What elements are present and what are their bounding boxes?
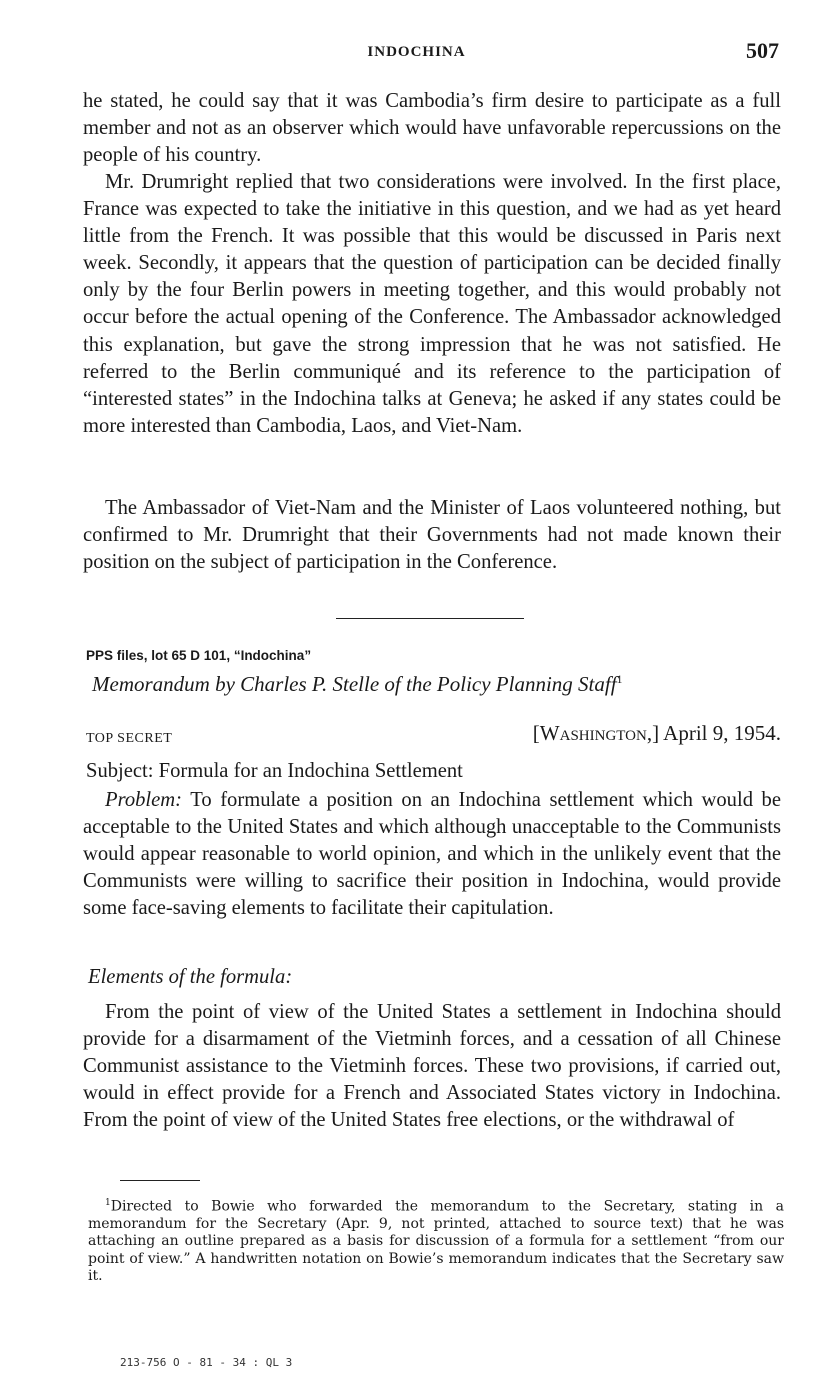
title-footnote-ref: 1 [616,672,623,686]
place-and-date [533,721,781,746]
printer-code: 213-756 O - 81 - 34 : QL 3 [120,1356,293,1369]
document-place: [Washington,] [532,721,660,745]
problem-label: Problem: [105,789,183,811]
classification-marking: TOP SECRET [86,731,173,746]
problem-paragraph [83,787,781,922]
footnote-text: Directed to Bowie who forwarded the memorandum to the Secretary, stating in a memorandum for the Secretary (Apr. 9, not printed, attached to source text) that he was attaching an outline prepared as a basis for discussion of a formula for a settlement “from our point of view.” A handwritten notation on Bowie’s memorandum indicates that the Secretary saw it. [88,1198,784,1284]
document-title [92,672,623,697]
footnote-divider [120,1180,200,1181]
footnote [88,1195,784,1285]
section-divider [336,618,524,619]
elements-heading: Elements of the formula: [88,966,293,988]
document-subject: Subject: Formula for an Indochina Settlement [86,760,463,782]
footnote-number: 1 [105,1198,111,1208]
document-date: April 9, 1954. [663,721,781,745]
paragraph-ambassador-vietnam: The Ambassador of Viet-Nam and the Minister of Laos volunteered nothing, but confirmed to Mr. Drumright that their Governments had not made known their position on the subject of participation in the Conference. [83,497,781,574]
document-title-text: Memorandum by Charles P. Stelle of the Policy Planning Staff [92,672,617,696]
paragraph-continued: he stated, he could say that it was Cambodia’s firm desire to participate as a full member and not as an observer which would have unfavorable repercussions on the people of his country. [83,90,781,167]
elements-paragraph: From the point of view of the United States a settlement in Indochina should provide for a disarmament of the Vietminh forces, and a cessation of all Chinese Communist assistance to the Vietminh forces. These two provisions, if carried out, would in effect provide for a French and Associated States victory in Indochina. From the point of view of the United States free elections, or the withdrawal of [83,1001,781,1132]
problem-text: To formulate a position on an Indochina settlement which would be acceptable to the United States and which although unacceptable to the Communists would appear reasonable to world opinion, and which in the unlikely event that the Communists were willing to sacrifice their position in Indochina, would provide some face-saving elements to facilitate their capitulation. [83,789,781,920]
document-source: PPS files, lot 65 D 101, “Indochina” [86,648,312,663]
running-title: INDOCHINA [367,44,466,60]
page-number: 507 [746,38,779,63]
paragraph-drumright-reply: Mr. Drumright replied that two considerations were involved. In the first place, France was expected to take the initiative in this question, and we had as yet heard little from the French. It was possible that this would be discussed in Paris next week. Secondly, it appears that the question of participation can be decided finally only by the four Berlin powers in meeting together, and this would probably not occur before the actual opening of the Conference. The Ambassador acknowledged this explanation, but gave the strong impression that he was not satisfied. He referred to the Berlin communiqué and its reference to the participation of “interested states” in the Indochina talks at Geneva; he asked if any states could be more interested than Cambodia, Laos, and Viet-Nam. [83,171,781,437]
